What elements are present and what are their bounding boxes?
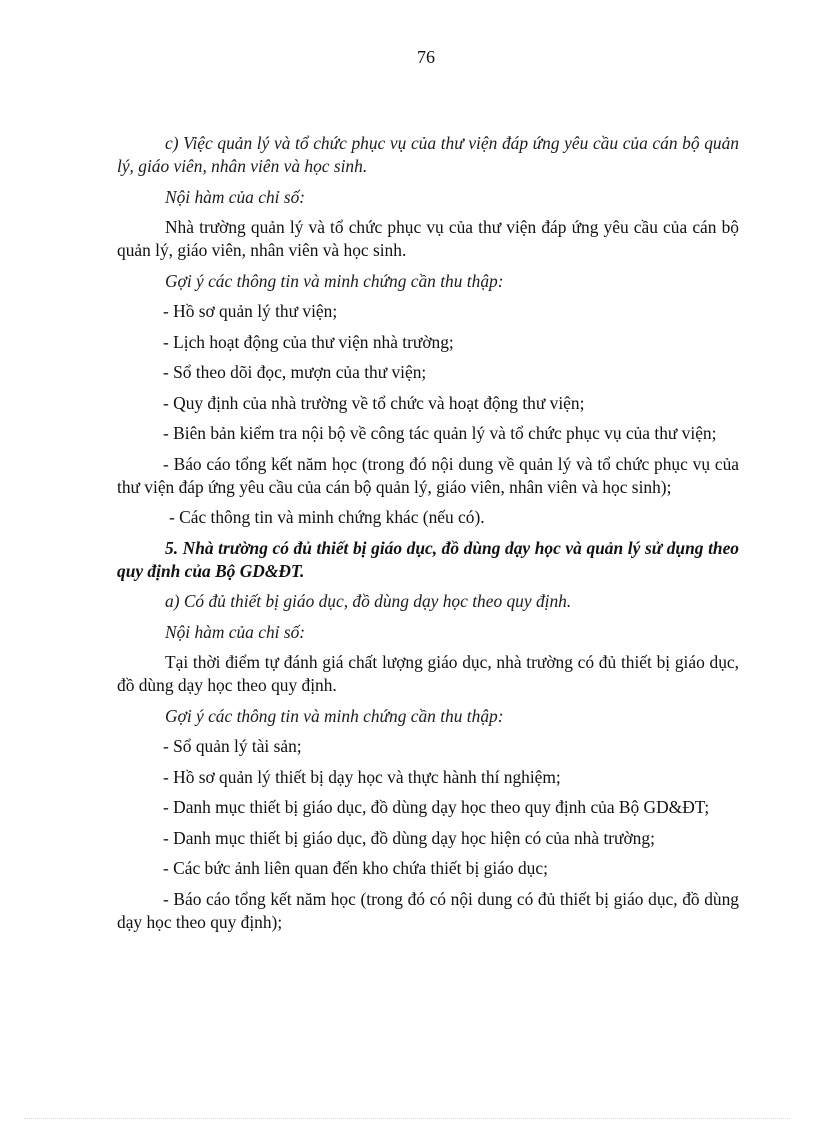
evidence-list-item: - Sổ theo dõi đọc, mượn của thư viện; (163, 362, 427, 382)
evidence-list-item: - Các bức ảnh liên quan đến kho chứa thiết bị giáo dục; (163, 858, 548, 878)
indicator-scope-label: Nội hàm của chỉ số: (165, 621, 306, 642)
evidence-list-item: - Hồ sơ quản lý thư viện; (163, 301, 338, 321)
evidence-list-item: - Báo cáo tổng kết năm học (trong đó nội dung về quản lý và tổ chức phục vụ của thư viện đáp ứng yêu cầu của cán bộ quản lý, giáo viên, nhân viên và học sinh); (117, 453, 739, 497)
evidence-list-item: - Danh mục thiết bị giáo dục, đồ dùng dạy học hiện có của nhà trường; (163, 827, 655, 848)
indicator-scope-text: Tại thời điểm tự đánh giá chất lượng giáo dục, nhà trường có đủ thiết bị giáo dục, đồ dùng dạy học theo quy định. (117, 652, 739, 695)
evidence-list-item: - Các thông tin và minh chứng khác (nếu có). (169, 507, 485, 527)
evidence-list-item: - Sổ quản lý tài sản; (163, 736, 302, 756)
evidence-hint-label: Gợi ý các thông tin và minh chứng cần thu thập: (165, 705, 504, 726)
document-body (117, 132, 739, 941)
evidence-list-item: - Biên bản kiểm tra nội bộ về công tác quản lý và tổ chức phục vụ của thư viện; (163, 423, 717, 443)
criterion-heading-a: a) Có đủ thiết bị giáo dục, đồ dùng dạy học theo quy định. (165, 591, 572, 611)
evidence-hint-label: Gợi ý các thông tin và minh chứng cần thu thập: (165, 270, 504, 291)
criterion-heading-c: c) Việc quản lý và tổ chức phục vụ của thư viện đáp ứng yêu cầu của cán bộ quản lý, giáo viên, nhân viên và học sinh. (117, 133, 739, 176)
evidence-list-item: - Quy định của nhà trường về tổ chức và hoạt động thư viện; (163, 392, 585, 413)
indicator-scope-text: Nhà trường quản lý và tổ chức phục vụ của thư viện đáp ứng yêu cầu của cán bộ quản lý, giáo viên, nhân viên và học sinh. (117, 217, 739, 260)
indicator-scope-label: Nội hàm của chỉ số: (165, 186, 306, 207)
evidence-list-item: - Danh mục thiết bị giáo dục, đồ dùng dạy học theo quy định của Bộ GD&ĐT; (163, 797, 710, 817)
page-bottom-divider (24, 1118, 790, 1119)
evidence-list-item: - Lịch hoạt động của thư viện nhà trường; (163, 331, 454, 352)
page-number: 76 (417, 47, 435, 67)
evidence-list-item: - Hồ sơ quản lý thiết bị dạy học và thực hành thí nghiệm; (163, 766, 561, 787)
evidence-list-item: - Báo cáo tổng kết năm học (trong đó có nội dung có đủ thiết bị giáo dục, đồ dùng dạy học theo quy định); (117, 888, 739, 932)
standard-heading-5: 5. Nhà trường có đủ thiết bị giáo dục, đồ dùng dạy học và quản lý sử dụng theo quy định của Bộ GD&ĐT. (117, 537, 739, 581)
